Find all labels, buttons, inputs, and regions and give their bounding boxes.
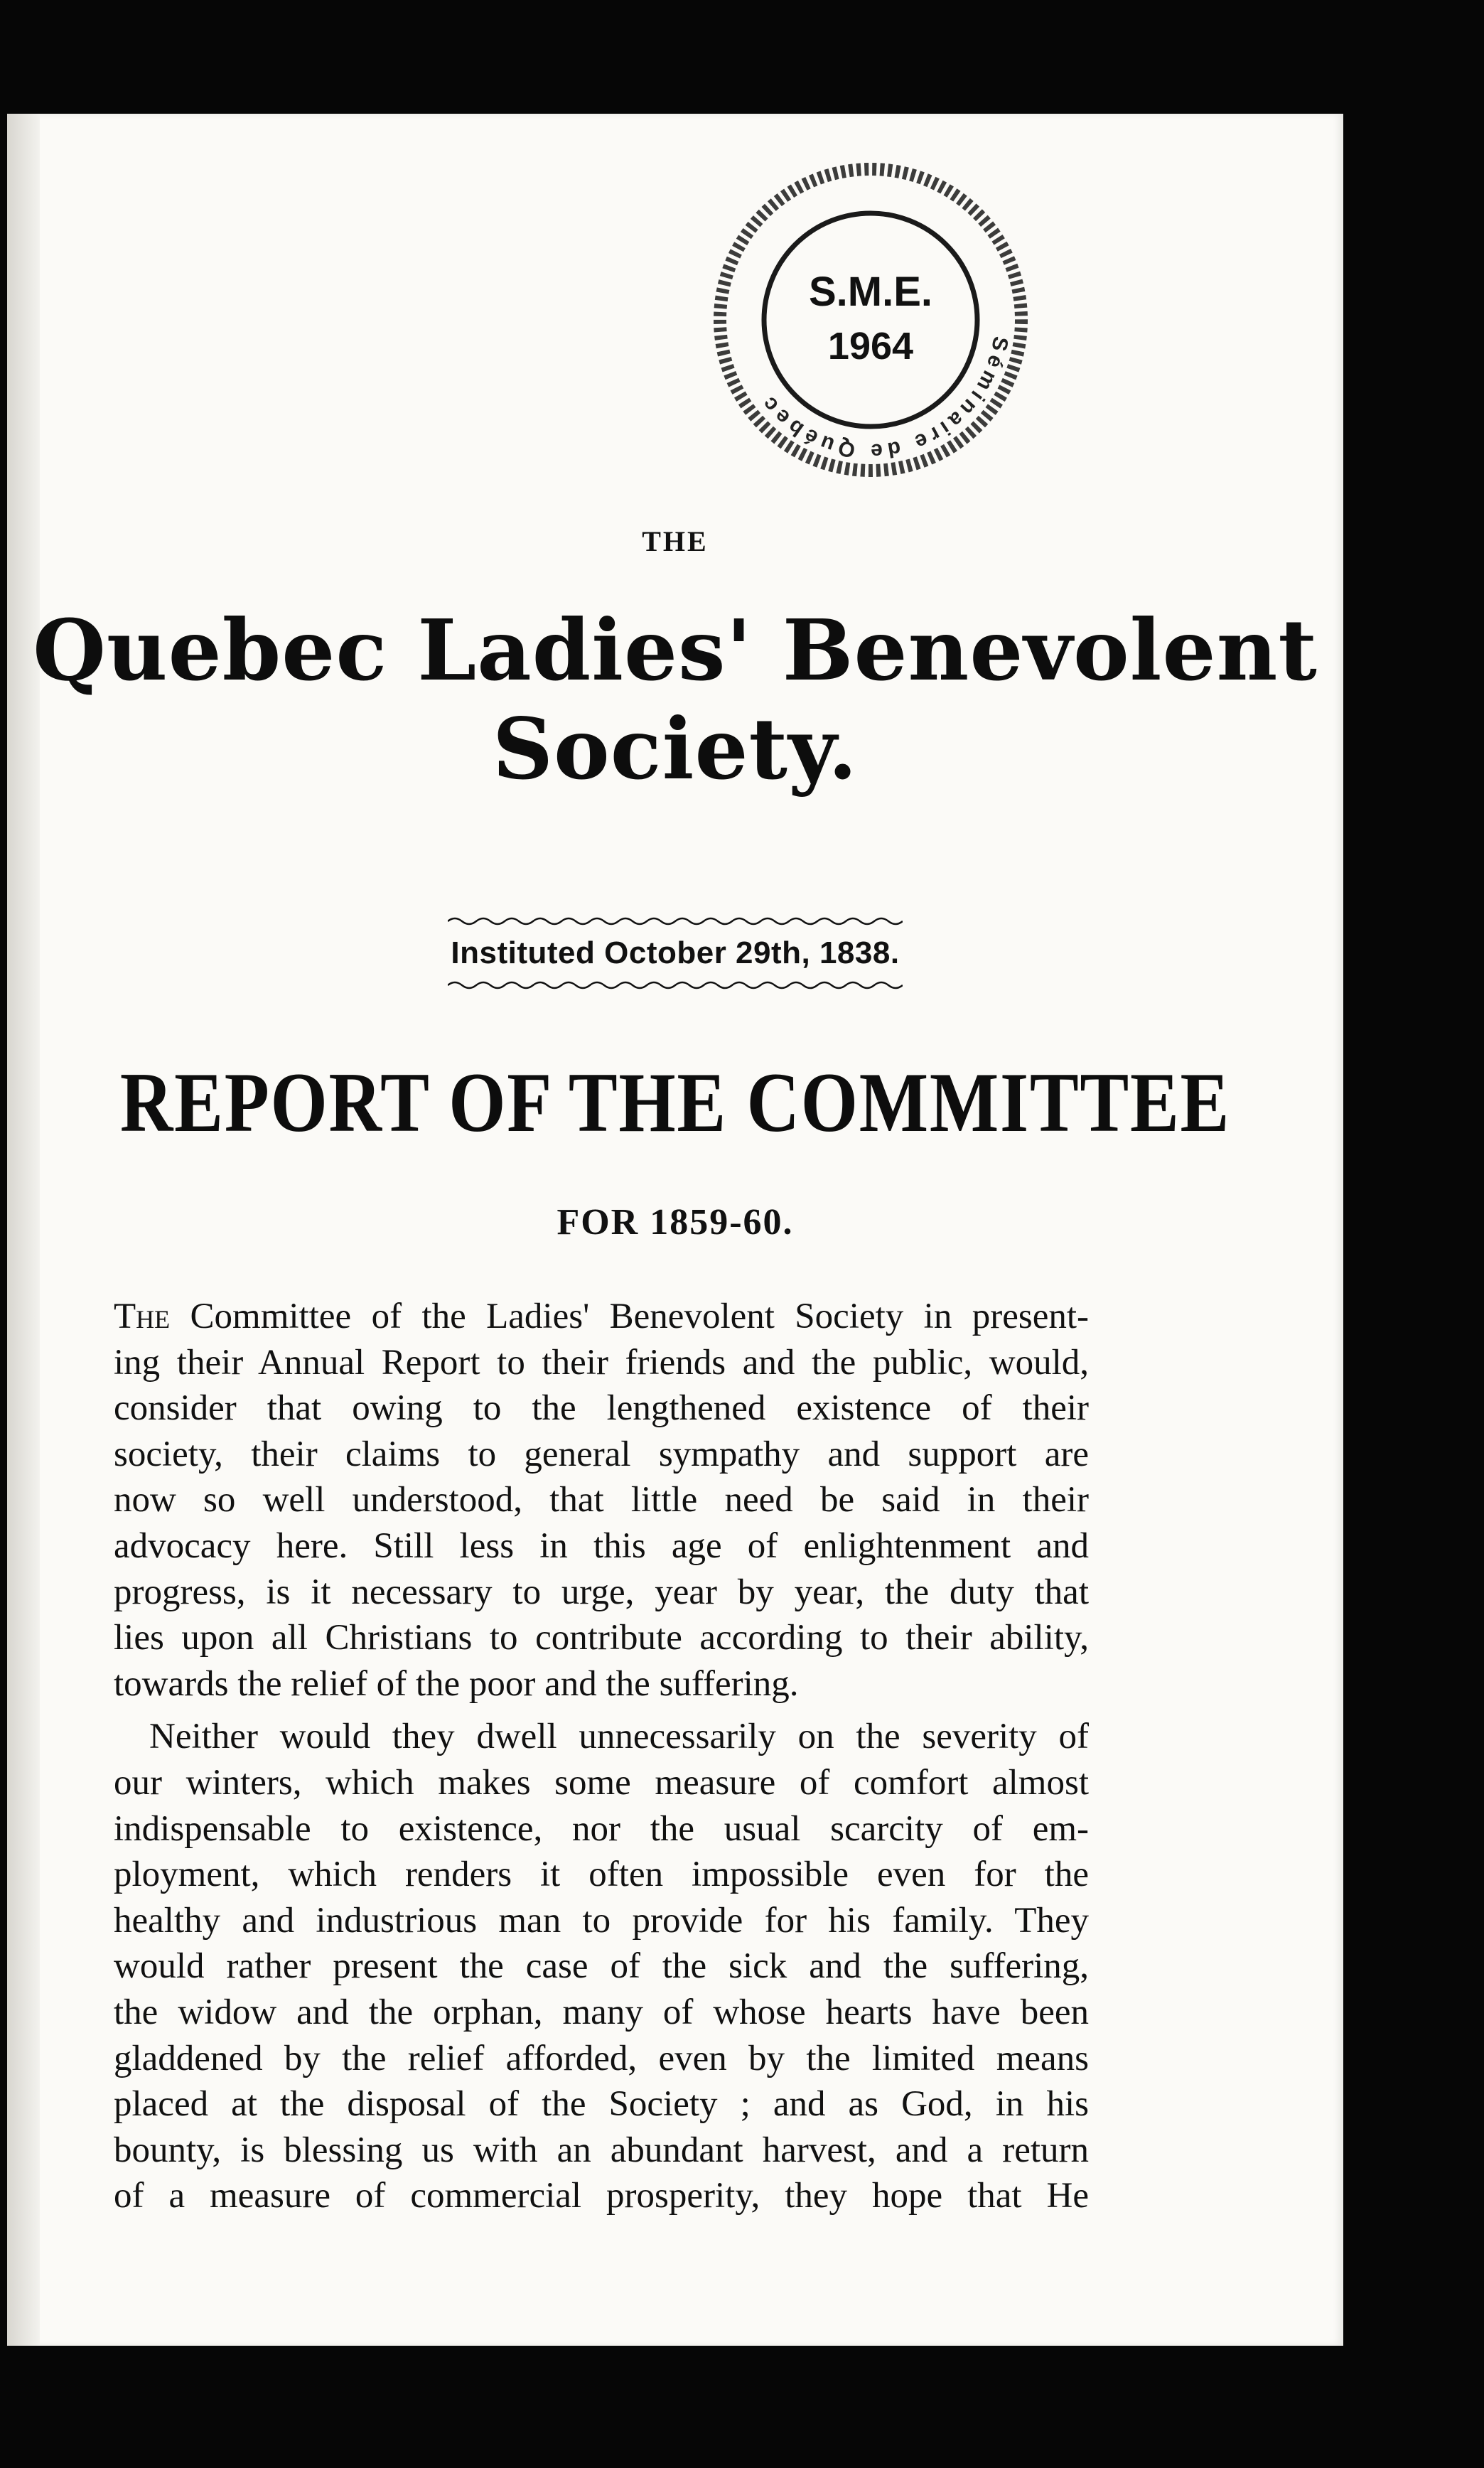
text-line: indispensable to existence, nor the usual scarcity of em- — [114, 1808, 1089, 1849]
title-article: THE — [642, 525, 709, 557]
text-line: advocacy here. Still less in this age of enlightenment and — [114, 1525, 1089, 1566]
text-line: progress, is it necessary to urge, year by year, the duty that — [114, 1572, 1089, 1612]
text-line: consider that owing to the lengthened existence of their — [114, 1388, 1089, 1429]
paragraph-1 — [114, 1294, 1089, 1707]
document-page — [7, 114, 1343, 2346]
text-line: The Committee of the Ladies' Benevolent Society in present- — [114, 1297, 1089, 1336]
wavy-rule-top-icon — [448, 916, 903, 927]
report-body — [114, 1294, 1089, 2219]
text-line: would rather present the case of the sick and the suffering, — [114, 1946, 1089, 1987]
text-line: towards the relief of the poor and the suffering. — [114, 1663, 799, 1704]
text-line: ing their Annual Report to their friends and the public, would, — [114, 1342, 1089, 1383]
instituted-date: Instituted October 29th, 1838. — [451, 935, 900, 970]
stamp-seal-icon — [704, 153, 1038, 487]
report-years: FOR 1859-60. — [556, 1202, 794, 1243]
society-name: Quebec Ladies' Benevolent Society. — [33, 601, 1318, 798]
text-line: the widow and the orphan, many of whose hearts have been — [114, 1992, 1089, 2032]
paragraph-2 — [114, 1714, 1089, 2219]
text-line: Neither would they dwell unnecessarily on the severity of — [149, 1717, 1089, 1757]
text-line: our winters, which makes some measure of comfort almost — [114, 1762, 1089, 1803]
report-title: REPORT OF THE COMMITTEE — [119, 1055, 1231, 1149]
stamp-ring-text: Séminaire de Québec — [755, 334, 1013, 463]
text-line: gladdened by the relief afforded, even by the limited means — [114, 2038, 1089, 2078]
stamp-top-text: S.M.E. — [808, 269, 933, 315]
text-line: now so well understood, that little need be said in their — [114, 1480, 1089, 1520]
text-line: of a measure of commercial prosperity, they hope that He — [114, 2176, 1089, 2216]
text-line: bounty, is blessing us with an abundant harvest, and a return — [114, 2130, 1089, 2170]
text-line: placed at the disposal of the Society ; and as God, in his — [114, 2084, 1089, 2125]
wavy-rule-bottom-icon — [448, 980, 903, 991]
text-line: society, their claims to general sympathy and support are — [114, 1434, 1089, 1474]
text-line: healthy and industrious man to provide for his family. They — [114, 1900, 1089, 1941]
first-word: The — [114, 1297, 171, 1336]
instituted-banner — [7, 916, 1343, 991]
stamp-year: 1964 — [827, 325, 914, 367]
library-stamp — [704, 153, 1038, 487]
text-line: lies upon all Christians to contribute according to their ability, — [114, 1618, 1089, 1658]
text-line: ployment, which renders it often impossible even for the — [114, 1855, 1089, 1895]
